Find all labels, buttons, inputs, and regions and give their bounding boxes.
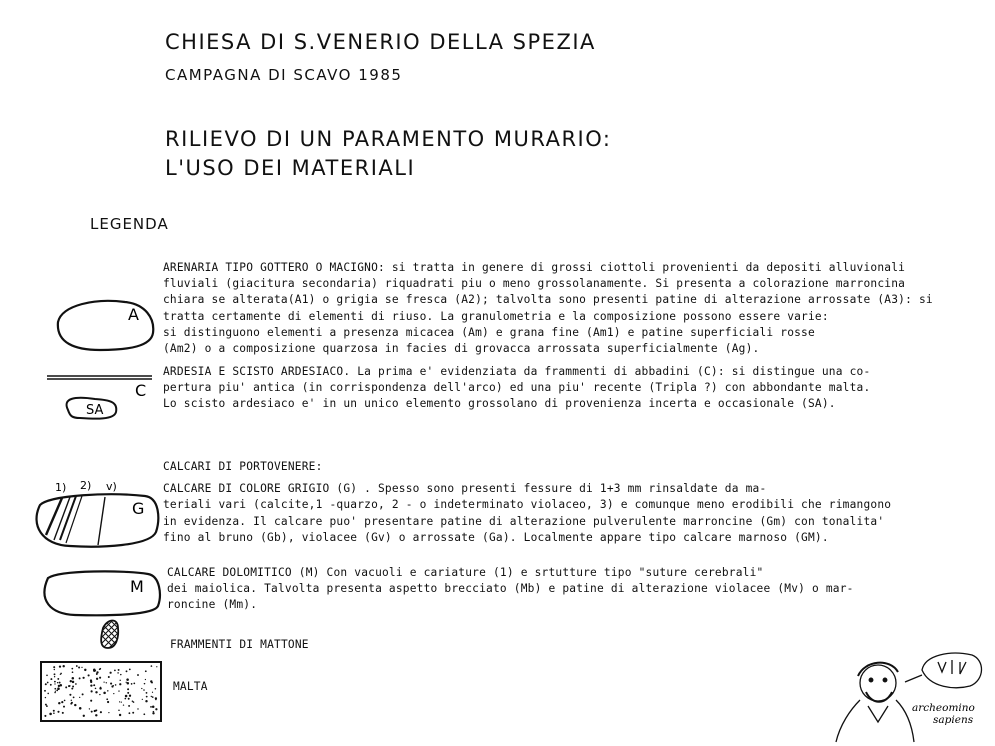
ardesia-symbol [47,376,152,400]
ardesia-line-1: ARDESIA E SCISTO ARDESIACO. La prima e' evidenziata da frammenti di abbadini (C): si distingue una co- [163,365,871,378]
malta-dot [150,680,152,682]
malta-dot [83,715,85,717]
malta-dot [128,712,130,714]
malta-dot [74,704,76,706]
arenaria-line-5: si distinguono elementi a presenza micacea (Am) e grana fine (Am1) e patine superficiali rosse [163,325,815,339]
malta-dot [100,711,102,713]
malta-dot [49,713,52,716]
malta-dot [155,699,156,700]
malta-dot [156,666,157,667]
malta-dot [90,681,92,683]
malta-dot [137,708,138,709]
malta-dot [82,693,84,695]
malta-dot [153,711,155,713]
malta-dot [110,672,112,674]
malta-dot [72,671,74,673]
malta-dot [60,684,63,687]
malta-dot [108,676,110,678]
malta-dot [44,715,46,717]
malta-dot [131,683,133,685]
malta-dot [69,694,71,696]
malta-dot [73,697,75,699]
malta-dot [151,696,152,697]
calcari-line-4: fino al bruno (Gb), violacee (Gv) o arrossate (Ga). Localmente appare tipo calcare marnoso (GM). [163,530,829,544]
malta-dot [99,694,100,695]
malta-dot [54,669,55,670]
arenaria-line-1: ARENARIA TIPO GOTTERO O MACIGNO: si tratta in genere di grossi ciottoli provenienti da depositi alluvionali [163,261,906,274]
logo-line1: archeomino [912,702,975,714]
malta-description: MALTA [173,680,208,693]
legend-heading: LEGENDA [90,215,169,233]
malta-dot [47,693,49,695]
malta-dot [90,684,92,686]
malta-dot [70,681,72,683]
malta-dot [82,677,84,679]
malta-dot [94,710,96,712]
malta-dot [146,696,148,698]
malta-dot [107,690,108,691]
malta-dot [63,706,65,708]
malta-dot [129,695,131,697]
malta-dot [152,705,155,708]
vein-marker-3: v) [106,480,117,493]
malta-dot [78,666,80,668]
malta-dot [127,692,129,694]
malta-dot [141,688,142,689]
malta-dot [106,682,107,683]
malta-dot [71,700,72,701]
malta-dot [60,673,62,675]
malta-dot [47,682,49,684]
malta-dot [128,705,130,707]
vein-marker-2: 2) [80,479,92,492]
mattone-description: FRAMMENTI DI MATTONE [170,638,309,651]
calcare-dolomitico-symbol [44,571,159,615]
malta-dot [44,690,46,692]
malta-dot [72,677,75,680]
malta-dot [150,706,152,708]
malta-dot [117,672,119,674]
malta-dot [62,712,64,714]
malta-dot [114,670,116,672]
malta-dot [46,705,48,707]
malta-dot [155,688,157,690]
malta-dot [53,666,55,668]
malta-dot [103,692,106,695]
calcare-dolomitico-label: M [130,577,144,596]
malta-dot [144,683,146,685]
malta-dot [57,678,59,680]
malta-dot [96,678,98,680]
malta-dot [127,688,129,690]
malta-dot [59,682,61,684]
dolomitico-line-2: dei maiolica. Talvolta presenta aspetto brecciato (Mb) e patine di alterazione violacee (Mv) o mar- [167,582,854,596]
malta-dot [125,695,128,698]
vein-marker-1: 1) [55,481,67,494]
ardesia-line-3: Lo scisto ardesiaco e' in un unico elemento grossolano di provenienza incerta e occasionale (SA). [163,397,836,411]
malta-dot [118,690,119,691]
malta-dot [100,688,102,690]
malta-dot [93,684,95,686]
malta-dot [96,710,97,711]
malta-dot [152,692,153,693]
malta-dot [127,682,130,685]
arenaria-line-4: tratta certamente di elementi di riuso. La granulometria e la composizione possono essere varie: [163,309,829,323]
malta-dot [132,701,133,702]
malta-dot [81,667,82,668]
malta-dot [137,674,139,676]
malta-dot [69,685,70,686]
malta-dot [151,665,153,667]
document-title: CHIESA DI S.VENERIO DELLA SPEZIA [165,30,596,54]
malta-dot [126,678,129,681]
malta-dot [57,687,60,690]
malta-dot [118,710,120,712]
malta-dot [54,681,56,683]
malta-dot [65,686,67,688]
malta-dot [54,673,56,675]
malta-dot [54,692,56,694]
malta-dot [58,702,60,704]
calcari-line-3: in evidenza. Il calcare puo' presentare patine di alterazione pulverulente marroncine (Gm) con tonalita' [163,514,885,528]
malta-dot [106,698,108,700]
malta-dot [119,683,121,685]
malta-dot [95,714,97,716]
malta-dot [63,665,65,667]
malta-dot [61,701,63,703]
malta-dot [95,691,97,693]
malta-dot [129,669,131,671]
malta-dot [91,690,93,692]
malta-dot [152,712,154,714]
malta-dot [119,680,120,681]
malta-dot [46,674,48,676]
malta-dot [59,665,61,667]
arenaria-description [163,260,933,357]
malta-dot [99,668,101,670]
malta-dot [103,681,104,682]
malta-dot [133,683,135,685]
calcari-line-2: teriali vari (calcite,1 -quarzo, 2 - o indeterminato violaceo, 3) e comunque meno erodibili che rimangono [163,498,892,512]
malta-dot [120,674,121,675]
malta-symbol [41,662,161,721]
malta-dot [84,669,86,671]
ardesia-line-2: pertura piu' antica (in corrispondenza dell'arco) ed una piu' recente (Tripla ?) con abbondante malta. [163,381,871,395]
malta-dot [126,670,128,672]
malta-dot [128,698,130,700]
malta-dot [64,700,66,702]
malta-dot [53,710,55,712]
malta-dot [115,684,117,686]
malta-dot [76,665,78,667]
ardesia-description [163,364,870,413]
malta-dot [71,668,73,670]
dolomitico-description [167,565,854,614]
malta-dot [54,676,55,677]
malta-dot [132,712,134,714]
malta-dot [71,702,73,704]
malta-dot [79,707,82,710]
malta-dot [113,685,114,686]
dolomitico-line-1: CALCARE DOLOMITICO (M) Con vacuoli e cariature (1) e srtutture tipo "suture cerebrali" [167,566,764,579]
malta-dot [55,691,56,692]
calcare-grigio-symbol [37,479,159,547]
malta-dot [45,697,46,698]
malta-dot [99,677,101,679]
malta-dot [79,697,80,698]
arenaria-label: A [128,305,139,324]
archeomino-logo [836,653,982,742]
malta-dot [93,669,96,672]
malta-dot [72,681,75,684]
calcari-heading: CALCARI DI PORTOVENERE: [163,460,323,473]
malta-dot [72,686,74,688]
malta-dot [71,688,73,690]
malta-dot [121,701,122,702]
malta-dot [107,701,109,703]
malta-dot [54,683,55,684]
malta-dot [91,711,93,713]
malta-dot [54,688,56,690]
arenaria-line-2: fluviali (giacitura secondaria) riquadrati piu o meno grossolanamente. Si presenta a colorazione marroncina [163,277,906,291]
malta-dot [57,711,59,713]
malta-dot [95,688,97,690]
arenaria-line-6: (Am2) o a composizione quarzosa in facies di grovacca arrossata superficialmente (Ag). [163,342,760,356]
malta-dot [96,673,98,675]
malta-dot [123,704,124,705]
malta-dot [126,682,127,683]
malta-dot [89,708,90,709]
malta-dot [125,698,127,700]
malta-dot [79,677,81,679]
campaign-subtitle: CAMPAGNA DI SCAVO 1985 [165,66,403,84]
survey-title-line1: RILIEVO DI UN PARAMENTO MURARIO: [165,127,612,151]
logo-line2: sapiens [933,714,974,726]
malta-dot [145,670,147,672]
malta-dot [113,693,114,694]
malta-dot [90,700,92,702]
malta-dot [53,712,55,714]
malta-dot [110,683,112,685]
malta-dot [142,699,143,700]
malta-dot [152,696,154,698]
survey-title-line2: L'USO DEI MATERIALI [165,156,416,180]
malta-dot [45,704,47,706]
arenaria-line-3: chiara se alterata(A1) o grigia se fresca (A2); talvolta sono presenti patine di alterazione arrossate (A3): si [163,293,933,307]
scisto-symbol [67,398,117,419]
calcare-grigio-label: G [132,499,145,518]
malta-dot [145,700,147,702]
arenaria-symbol [58,301,153,350]
malta-dot [50,684,52,686]
malta-dot [119,701,120,702]
dolomitico-line-3: roncine (Mm). [167,598,258,612]
malta-dot [118,669,120,671]
calcari-description [163,459,891,546]
malta-dot [50,678,52,680]
calcari-line-1: CALCARE DI COLORE GRIGIO (G) . Spesso sono presenti fessure di 1+3 mm rinsaldate da ma- [163,482,767,496]
malta-dot [145,679,146,680]
malta-dot [108,712,109,713]
malta-dot [143,689,145,691]
malta-dot [143,713,145,715]
malta-dot [45,683,47,685]
scisto-label: SA [86,403,104,418]
malta-dot [56,690,58,692]
ardesia-label-c: C [135,381,147,400]
malta-dot [88,674,90,676]
malta-dot [146,692,148,694]
malta-dot [57,682,58,683]
malta-dot [155,708,157,710]
malta-dot [75,683,77,685]
malta-dot [119,714,121,716]
